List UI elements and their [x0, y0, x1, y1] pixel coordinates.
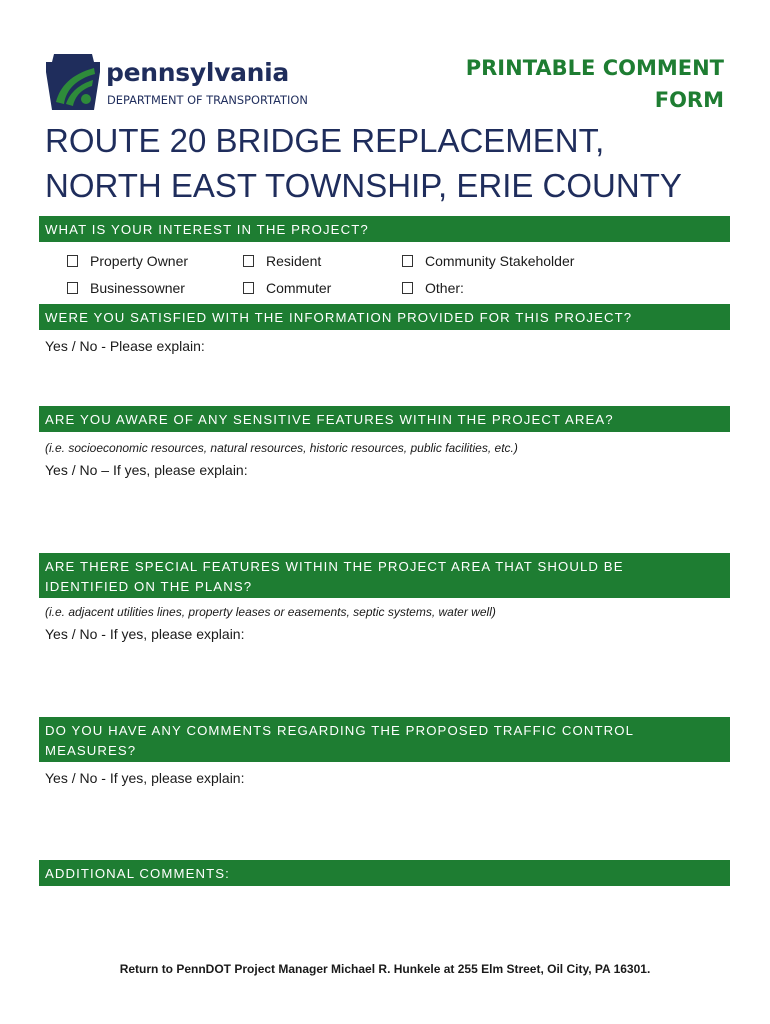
option-community-stakeholder[interactable]: [402, 253, 574, 269]
project-title-line1: ROUTE 20 BRIDGE REPLACEMENT,: [45, 122, 605, 159]
form-title-line2: FORM: [654, 88, 724, 112]
logo-subtitle: DEPARTMENT OF TRANSPORTATION: [107, 93, 308, 107]
option-resident[interactable]: [243, 253, 321, 269]
option-property-owner[interactable]: [67, 253, 188, 269]
special-note: (i.e. adjacent utilities lines, property leases or easements, septic systems, water well): [45, 605, 496, 619]
traffic-answer: Yes / No - If yes, please explain:: [45, 770, 245, 786]
project-title-line2: NORTH EAST TOWNSHIP, ERIE COUNTY: [45, 167, 682, 204]
option-label: Community Stakeholder: [425, 253, 575, 269]
checkbox[interactable]: [243, 282, 254, 294]
keystone-icon: [44, 52, 102, 114]
form-title-line1: PRINTABLE COMMENT: [465, 56, 724, 80]
traffic-heading-line1: DO YOU HAVE ANY COMMENTS REGARDING THE PROPOSED TRAFFIC CONTROL: [45, 723, 635, 738]
satisfied-heading: WERE YOU SATISFIED WITH THE INFORMATION PROVIDED FOR THIS PROJECT?: [39, 304, 730, 330]
additional-heading: ADDITIONAL COMMENTS:: [39, 860, 730, 886]
option-label: Commuter: [266, 280, 332, 296]
interest-heading: WHAT IS YOUR INTEREST IN THE PROJECT?: [39, 216, 730, 242]
satisfied-answer: Yes / No - Please explain:: [45, 338, 205, 354]
special-answer: Yes / No - If yes, please explain:: [45, 626, 245, 642]
checkbox[interactable]: [243, 255, 254, 267]
sensitive-heading: ARE YOU AWARE OF ANY SENSITIVE FEATURES WITHIN THE PROJECT AREA?: [39, 406, 730, 432]
checkbox[interactable]: [67, 282, 78, 294]
sensitive-note: (i.e. socioeconomic resources, natural resources, historic resources, public facilities, etc.): [45, 441, 518, 455]
penndot-logo: [44, 52, 320, 114]
return-address: Return to PennDOT Project Manager Michael R. Hunkele at 255 Elm Street, Oil City, PA 16301.: [119, 962, 651, 976]
option-label: Businessowner: [90, 280, 185, 296]
option-commuter[interactable]: [243, 280, 331, 296]
sensitive-answer: Yes / No – If yes, please explain:: [45, 462, 248, 478]
checkbox[interactable]: [402, 282, 413, 294]
option-businessowner[interactable]: [67, 280, 185, 296]
form-title: [466, 52, 724, 116]
checkbox[interactable]: [402, 255, 413, 267]
option-label: Property Owner: [90, 253, 189, 269]
traffic-heading-line2: MEASURES?: [45, 743, 137, 758]
logo-wordmark: pennsylvania: [106, 58, 289, 87]
traffic-heading: [39, 717, 730, 762]
checkbox[interactable]: [67, 255, 78, 267]
option-label: Resident: [266, 253, 322, 269]
project-title: [45, 118, 682, 208]
special-heading-line1: ARE THERE SPECIAL FEATURES WITHIN THE PROJECT AREA THAT SHOULD BE: [45, 559, 624, 574]
special-heading-line2: IDENTIFIED ON THE PLANS?: [45, 579, 253, 594]
special-heading: [39, 553, 730, 598]
option-other[interactable]: [402, 280, 464, 296]
option-label: Other:: [425, 280, 464, 296]
